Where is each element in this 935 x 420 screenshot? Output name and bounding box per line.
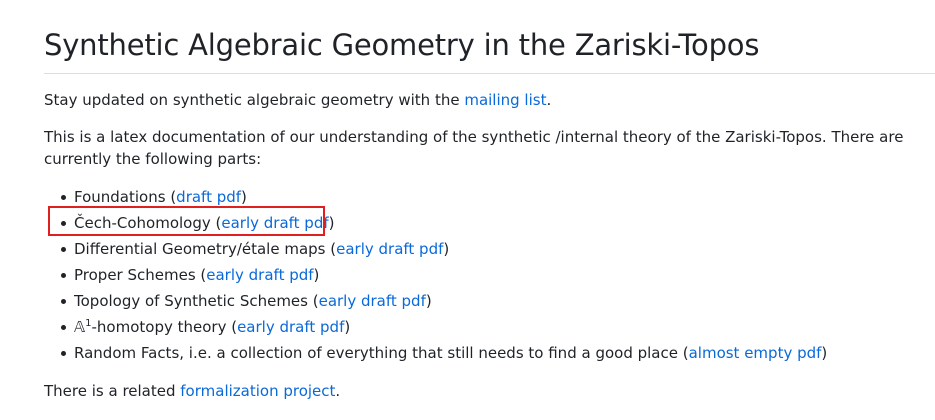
part-close-paren: ) — [241, 188, 247, 206]
list-item — [74, 210, 935, 236]
part-name: Differential Geometry/étale maps ( — [74, 240, 337, 258]
list-item — [74, 262, 935, 288]
part-close-paren: ) — [313, 266, 320, 284]
list-item — [74, 340, 935, 366]
part-pdf-link[interactable]: almost empty pdf — [688, 344, 822, 362]
mailing-list-paragraph — [44, 89, 935, 111]
description-paragraph: This is a latex documentation of our understanding of the synthetic /internal theory of the Zariski-Topos. There are currently the following parts: — [44, 128, 904, 168]
list-item — [74, 288, 935, 314]
affine-line-superscript: 1 — [85, 318, 92, 329]
part-name: Topology of Synthetic Schemes ( — [74, 292, 319, 310]
part-pdf-link[interactable]: early draft pdf — [318, 292, 426, 310]
part-close-paren: ) — [425, 292, 432, 310]
part-name: Foundations ( — [74, 188, 177, 206]
part-name: Čech-Cohomology ( — [74, 214, 222, 232]
part-pdf-link[interactable]: draft pdf — [176, 188, 242, 206]
related-text: There is a related — [44, 382, 181, 400]
related-paragraph — [44, 380, 935, 402]
part-name: -homotopy theory ( — [91, 318, 238, 336]
part-name: Random Facts, i.e. a collection of everything that still needs to find a good place ( — [74, 344, 689, 362]
readme-content — [44, 0, 935, 402]
formalization-project-link[interactable]: formalization project — [180, 382, 336, 400]
part-pdf-link[interactable]: early draft pdf — [206, 266, 314, 284]
part-pdf-link[interactable]: early draft pdf — [237, 318, 345, 336]
part-close-paren: ) — [344, 318, 351, 336]
list-item — [74, 236, 935, 262]
related-suffix: . — [335, 382, 341, 400]
part-close-paren: ) — [328, 214, 335, 232]
mailing-list-text: Stay updated on synthetic algebraic geometry with the — [44, 91, 465, 109]
mailing-list-link[interactable]: mailing list — [464, 91, 547, 109]
part-pdf-link[interactable]: early draft pdf — [221, 214, 329, 232]
parts-list — [44, 184, 935, 366]
part-name: Proper Schemes ( — [74, 266, 207, 284]
affine-line-symbol: 𝔸 — [74, 318, 86, 336]
part-close-paren: ) — [821, 344, 828, 362]
part-pdf-link[interactable]: early draft pdf — [336, 240, 444, 258]
part-close-paren: ) — [443, 240, 450, 258]
list-item — [74, 184, 935, 210]
list-item — [74, 314, 935, 340]
page-title: Synthetic Algebraic Geometry in the Zariski-Topos — [44, 0, 935, 74]
mailing-list-suffix: . — [546, 91, 552, 109]
